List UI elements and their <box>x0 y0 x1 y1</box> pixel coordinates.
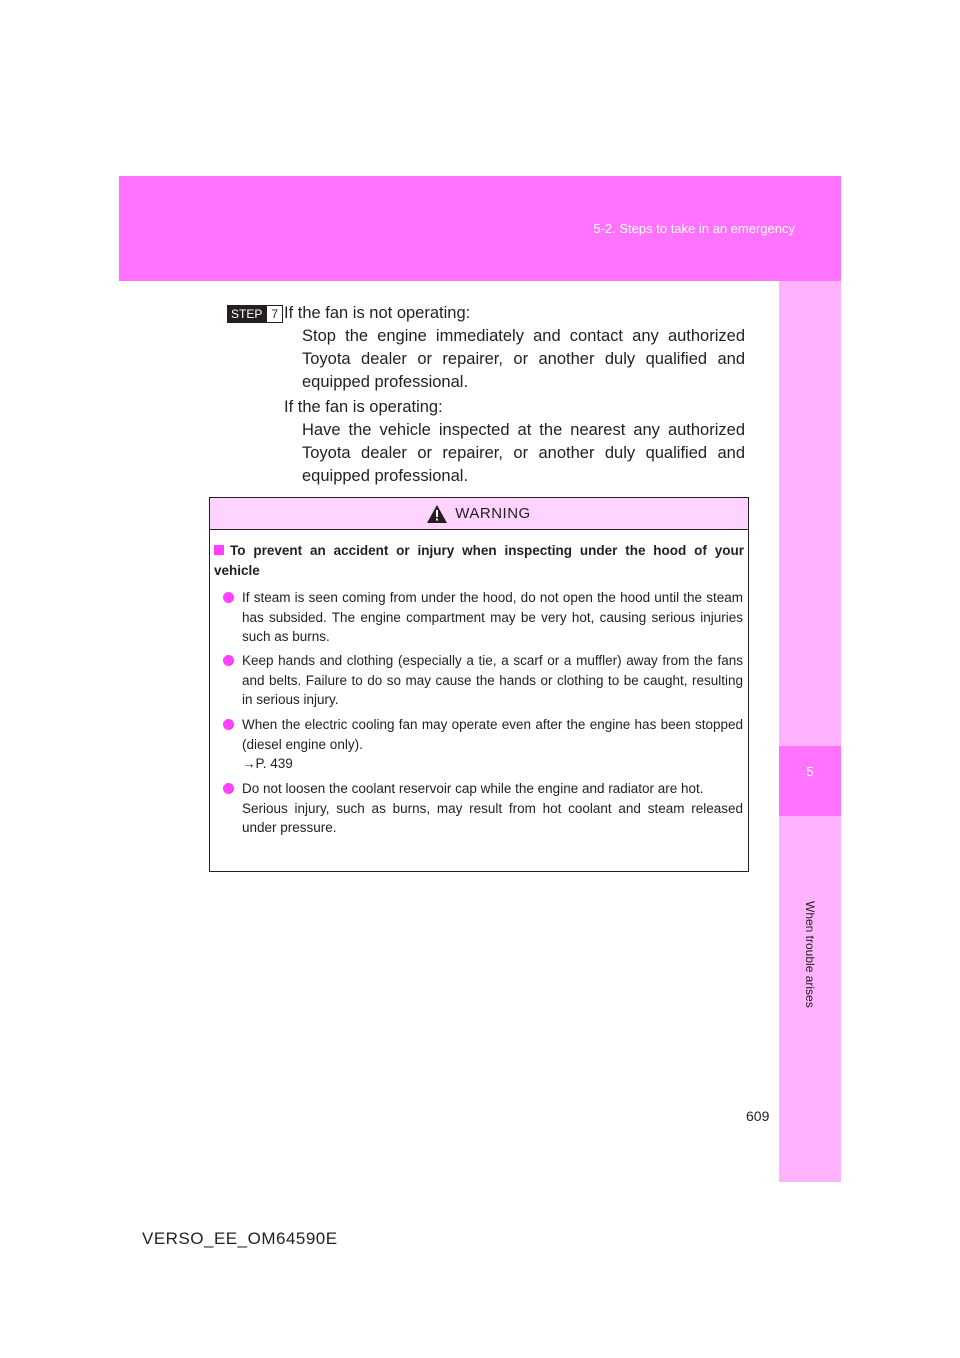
condition-not-operating: If the fan is not operating: <box>284 304 471 322</box>
step-badge-word: STEP <box>227 305 266 323</box>
step-badge-number: 7 <box>266 305 283 323</box>
chapter-number: 5 <box>806 764 814 779</box>
bullet-dot-icon <box>223 592 234 603</box>
warning-header <box>210 498 748 530</box>
action-not-operating: Stop the engine immediately and contact any authorized Toyota dealer or repairer, or another duly qualified and equipped professional. <box>302 327 745 391</box>
warning-label: WARNING <box>455 505 531 522</box>
page-reference-link[interactable]: →P. 439 <box>242 756 293 771</box>
chapter-title: When trouble arises <box>803 901 817 1008</box>
chapter-side-tab <box>779 281 841 1182</box>
section-title: 5-2. Steps to take in an emergency <box>593 221 795 236</box>
chapter-number-box <box>779 746 841 816</box>
bullet-dot-icon <box>223 655 234 666</box>
header-band <box>119 176 841 281</box>
bullet-dot-icon <box>223 783 234 794</box>
square-bullet-icon <box>214 545 224 555</box>
action-operating: Have the vehicle inspected at the nearest any authorized Toyota dealer or repairer, or another duly qualified and equipped professional. <box>302 421 745 485</box>
warning-box <box>209 497 749 872</box>
step-badge <box>227 305 283 323</box>
footer-document-code: VERSO_EE_OM64590E <box>142 1229 338 1248</box>
warning-item: Keep hands and clothing (especially a tie, a scarf or a muffler) away from the fans and belts. Failure to do so may cause the hands or clothing to be caught, resulting in serious injury. <box>242 651 743 710</box>
warning-item: If steam is seen coming from under the hood, do not open the hood until the steam has subsided. The engine compartment may be very hot, causing serious injuries such as burns. <box>242 588 743 647</box>
page-number: 609 <box>746 1108 770 1124</box>
condition-operating: If the fan is operating: <box>284 398 443 416</box>
warning-triangle-icon <box>427 505 447 523</box>
warning-item: Do not loosen the coolant reservoir cap while the engine and radiator are hot. Serious injury, such as burns, may result from hot coolant and steam released under pressure. <box>242 779 743 838</box>
warning-title: To prevent an accident or injury when inspecting under the hood of your vehicle <box>214 543 744 578</box>
bullet-dot-icon <box>223 719 234 730</box>
warning-item: When the electric cooling fan may operate even after the engine has been stopped (diesel engine only). →P. 439 <box>242 715 743 774</box>
